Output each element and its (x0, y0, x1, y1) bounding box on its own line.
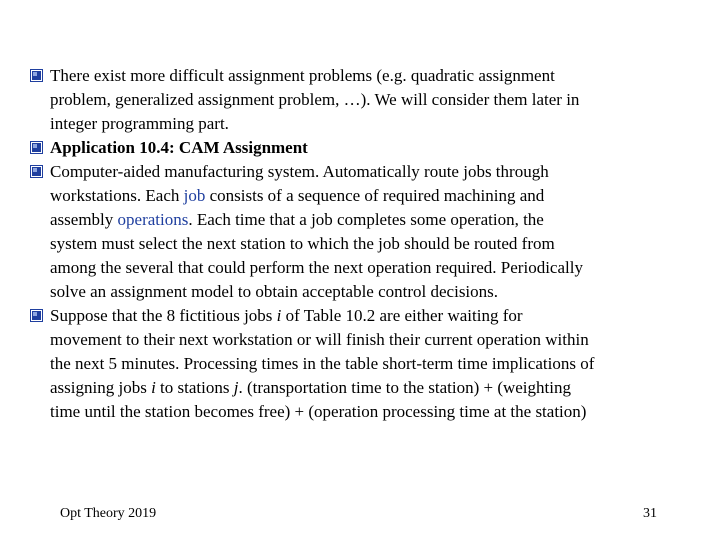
bullet-item-heading (0, 136, 720, 160)
text-segment: workstations. Each (50, 186, 184, 205)
bullet-item (0, 64, 720, 136)
text-segment: assembly (50, 210, 118, 229)
bullet-line (50, 184, 696, 208)
text-segment: consists of a sequence of required machining and (205, 186, 545, 205)
variable-i: i (151, 378, 156, 397)
text-segment: of Table 10.2 are either waiting for (281, 306, 523, 325)
variable-j: j (233, 378, 239, 397)
bullet-line: integer programming part. (50, 114, 229, 133)
bullet-item (0, 304, 720, 424)
checkbox-bullet-icon (30, 141, 43, 154)
checkbox-bullet-icon (30, 69, 43, 82)
text-segment: Suppose that the 8 fictitious jobs (50, 306, 277, 325)
highlight-operations: operations (117, 210, 189, 229)
bullet-line: problem, generalized assignment problem, …). We will consider them later in (50, 90, 580, 109)
bullet-line: solve an assignment model to obtain acceptable control decisions. (50, 282, 499, 301)
bullet-line (50, 208, 696, 232)
bullet-line (50, 376, 696, 400)
bullet-line: system must select the next station to which the job should be routed from (50, 234, 555, 253)
bullet-line: Computer-aided manufacturing system. Automatically route jobs through (50, 162, 549, 181)
bullet-item (0, 160, 720, 304)
text-segment: . Each time that a job completes some operation, the (188, 210, 544, 229)
footer-course-label: Opt Theory 2019 (60, 506, 157, 521)
bullet-line: movement to their next workstation or will finish their current operation within (50, 330, 589, 349)
bullet-list (0, 64, 720, 424)
bullet-line: time until the station becomes free) + (operation processing time at the station) (50, 402, 587, 421)
variable-i: i (276, 306, 282, 325)
highlight-job: job (183, 186, 206, 205)
bullet-line: There exist more difficult assignment problems (e.g. quadratic assignment (50, 66, 555, 85)
text-segment: . (transportation time to the station) + (weighting (238, 378, 571, 397)
checkbox-bullet-icon (30, 309, 43, 322)
text-segment: assigning jobs (50, 378, 152, 397)
page-number: 31 (643, 506, 657, 521)
bullet-line (50, 304, 696, 328)
text-segment: to stations (155, 378, 234, 397)
application-heading: Application 10.4: CAM Assignment (50, 138, 308, 157)
bullet-line: among the several that could perform the next operation required. Periodically (50, 258, 583, 277)
checkbox-bullet-icon (30, 165, 43, 178)
bullet-line: the next 5 minutes. Processing times in the table short-term time implications of (50, 354, 595, 373)
